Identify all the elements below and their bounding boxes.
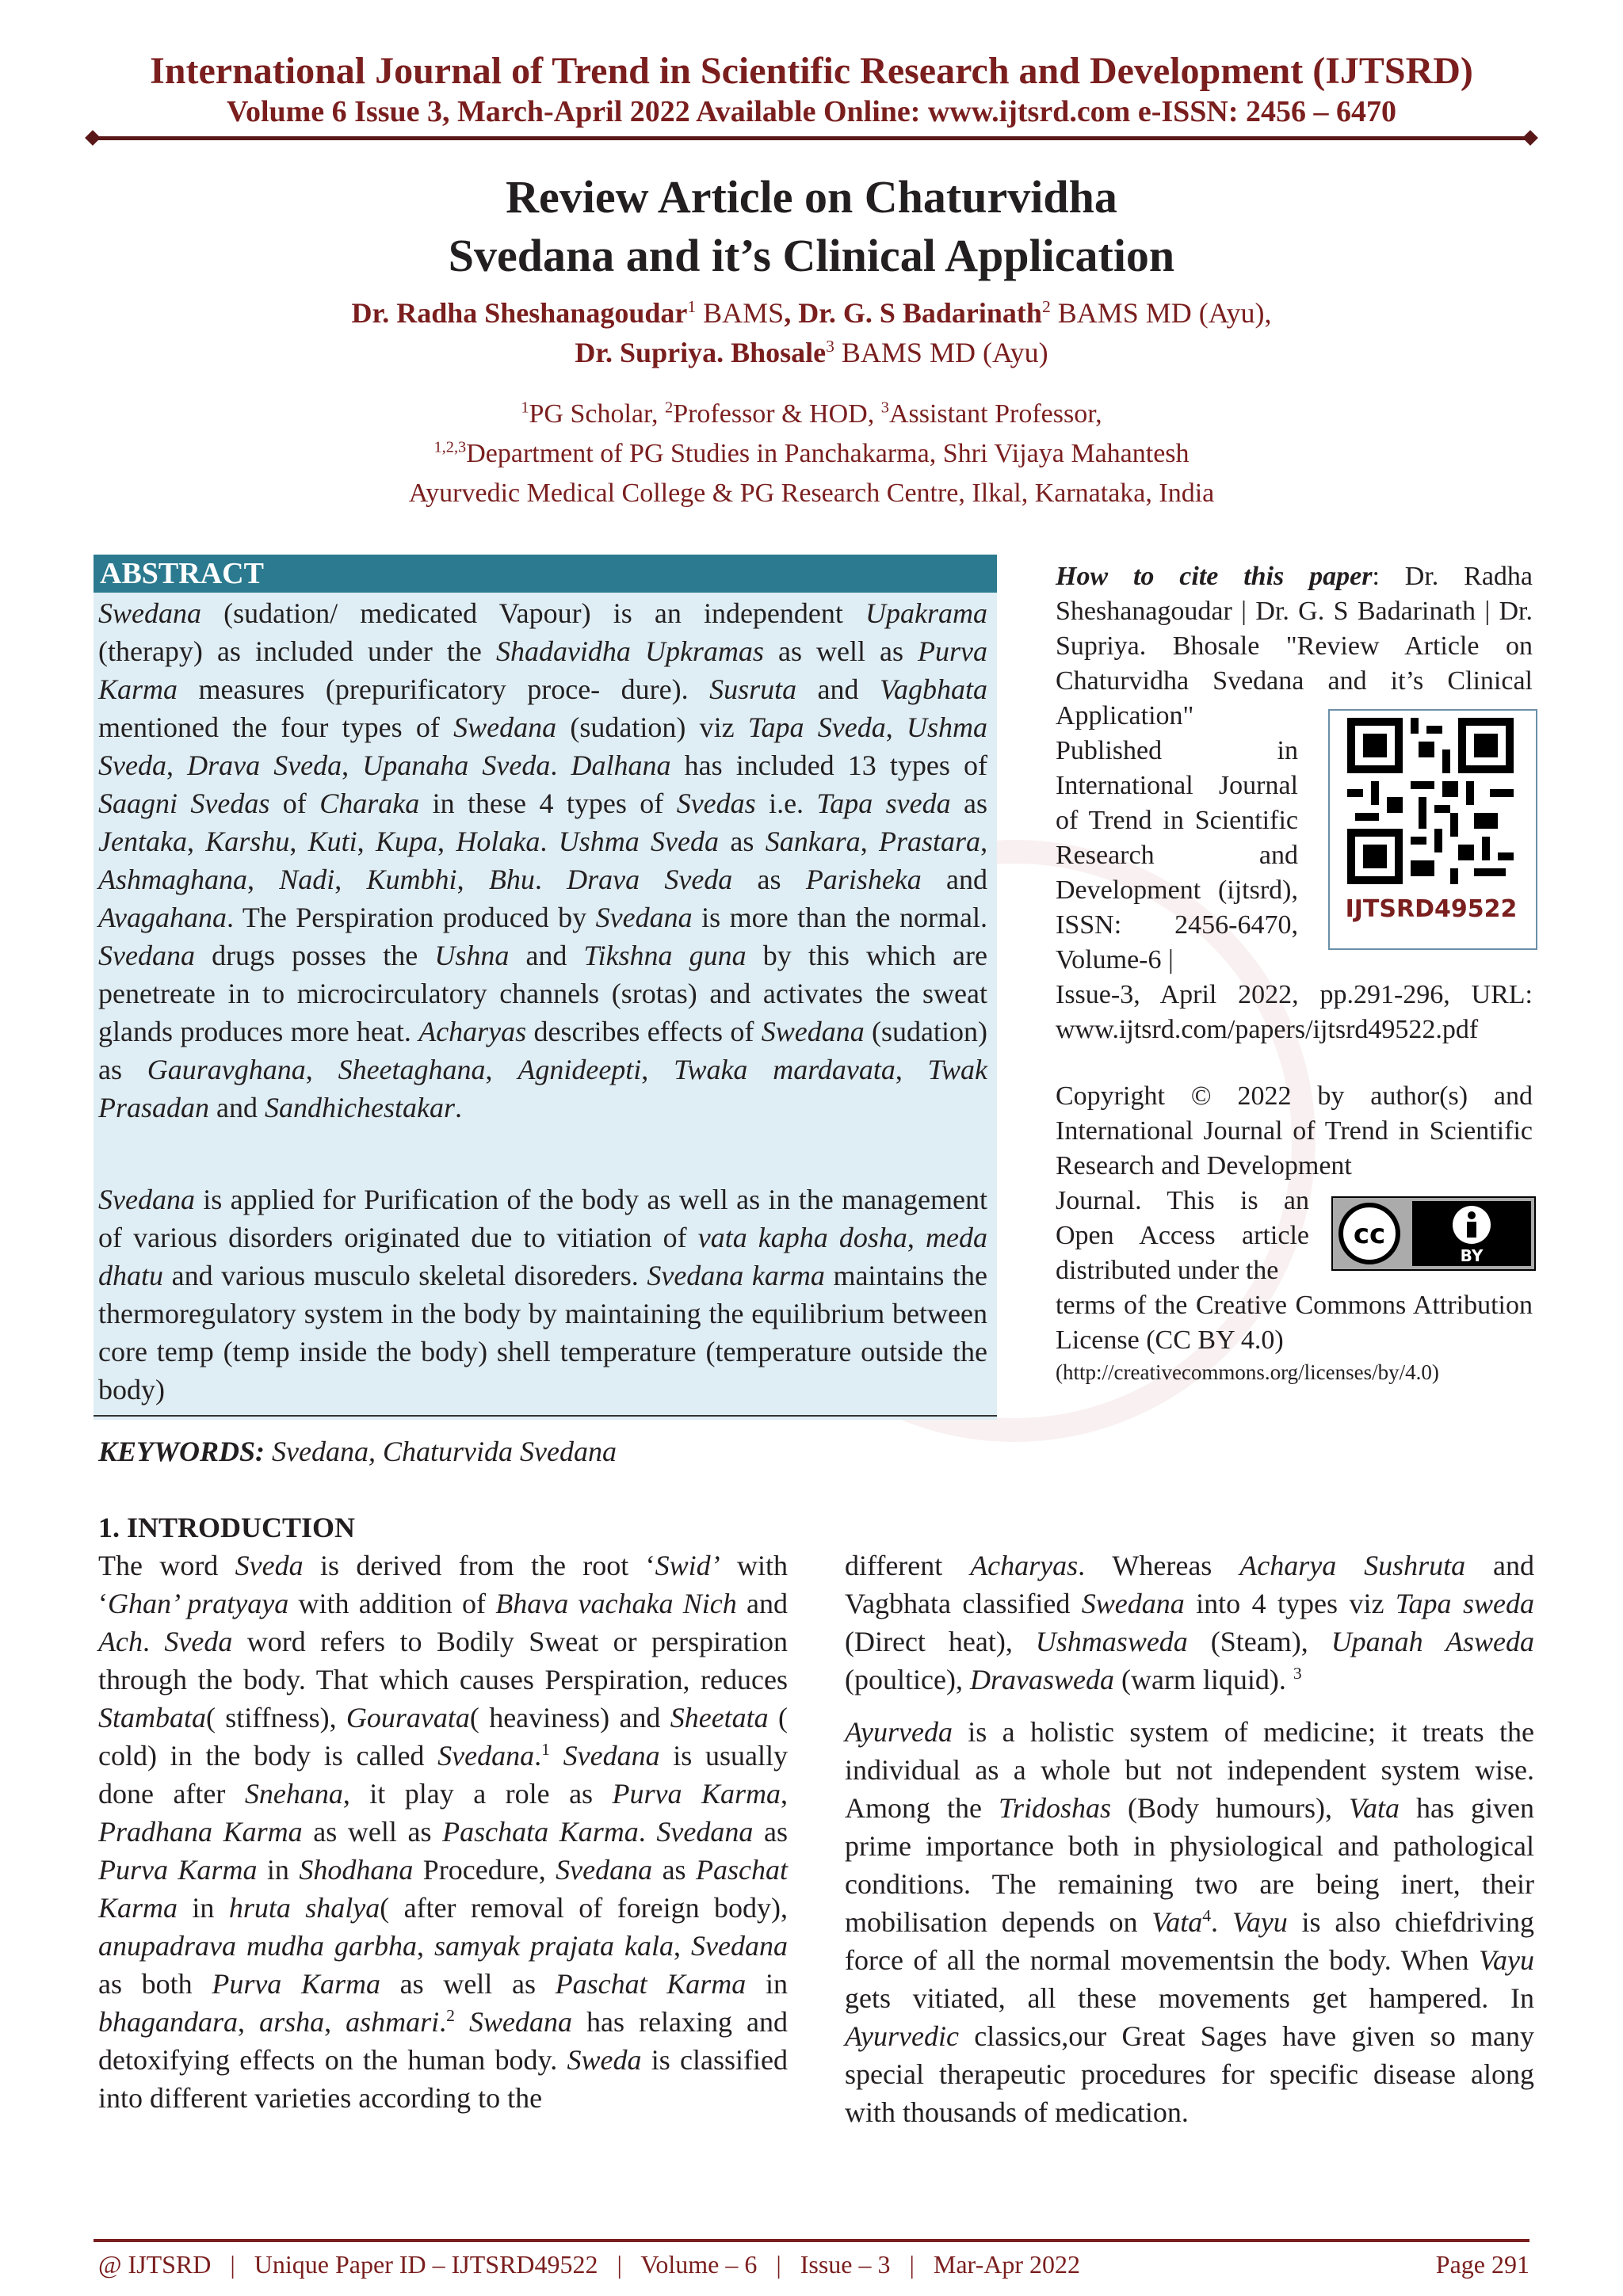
cite-label: How to cite this paper [1056, 562, 1373, 591]
cc-by-badge [1331, 1196, 1536, 1271]
journal-title: International Journal of Trend in Scientific Research and Development (IJTSRD) [150, 50, 1473, 92]
intro-heading: 1. INTRODUCTION [98, 1512, 356, 1543]
intro-column-1: The word Sveda is derived from the root ‘Swid’ with ‘Ghan’ pratyaya with addition of Bhava vachaka Nich and Ach. Sveda word refers to Bodily Sweat or perspiration through the body. That which causes Perspiration, reduces Stambata( stiffness), Gouravata( heaviness) and Sheetata ( cold) in the body is called Svedana.$^1$ Svedana is usually done after Snehana, it play a role as Purva Karma, Pradhana Karma as well as Paschata Karma. Svedana as Purva Karma in Shodhana Procedure, Svedana as Paschat Karma in hruta shalya( after removal of foreign body), anupadrava mudha garbha, samyak prajata kala, Svedana as both Purva Karma as well as Paschat Karma in bhagandara, arsha, ashmari.$^2$ Swedana has relaxing and detoxifying effects on the human body. Sweda is classified into different varieties according to the [98, 1550, 789, 2114]
authors [0, 293, 1623, 372]
keywords-label: KEYWORDS: [98, 1436, 265, 1467]
affil-college: Ayurvedic Medical College & PG Research Centre, Ilkal, Karnataka, India [408, 479, 1215, 508]
page-number: Page 291 [1435, 2250, 1529, 2279]
affil-department: Department of PG Studies in Panchakarma, Shri Vijaya Mahantesh [466, 439, 1190, 468]
author-2-sup: 2 [1041, 297, 1051, 316]
journal-issue-line: Volume 6 Issue 3, March-April 2022 Available Online: www.ijtsrd.com e-ISSN: 2456 – 6470 [226, 95, 1397, 128]
license-url: (http://creativecommons.org/licenses/by/4.0) [1056, 1360, 1439, 1384]
author-3: Dr. Supriya. Bhosale [575, 337, 827, 368]
copyright-top: Copyright © 2022 by author(s) and International Journal of Trend in Scientific Research and Development [1056, 1081, 1533, 1180]
author-2-degree: BAMS MD (Ayu), [1050, 297, 1272, 329]
abstract-heading: ABSTRACT [94, 555, 997, 593]
affil-role-3: Assistant Professor, [888, 399, 1102, 429]
author-1-degree: BAMS [696, 297, 785, 329]
title-line-1: Review Article on Chaturvidha [506, 171, 1117, 223]
affil-sup-1: 1 [521, 399, 529, 417]
header-rule [94, 136, 1529, 140]
affil-sup-2: 2 [664, 399, 674, 417]
by-label: BY [1460, 1246, 1484, 1265]
affil-role-2: Professor & HOD, [673, 399, 881, 429]
author-1-sup: 1 [687, 297, 697, 316]
author-3-degree: BAMS MD (Ayu) [834, 337, 1048, 368]
keywords-rule [94, 1415, 997, 1417]
affil-sup-3: 3 [880, 399, 889, 417]
qr-code-icon [1347, 718, 1514, 884]
cite-text-narrow: Published in International Journal of Trend in Scientific Research and Development (ijtsrd), ISSN: 2456-6470, Volume-6 | [1056, 736, 1298, 974]
qr-paper-id: IJTSRD49522 [1345, 895, 1518, 923]
footer-info: @ IJTSRD | Unique Paper ID – IJTSRD49522 | Volume – 6 | Issue – 3 | Mar-Apr 2022 [98, 2250, 1080, 2279]
title-line-2: Svedana and it’s Clinical Application [448, 230, 1175, 281]
author-2: , Dr. G. S Badarinath [784, 297, 1042, 329]
intro-column-2-para-2: Ayurveda is a holistic system of medicine; it treats the individual as a whole but not independent system wise. Among the Tridoshas (Body humours), Vata has given prime importance both in physiological and pathological conditions. The remaining two are being inert, their mobilisation depends on Vata$^4$. Vayu is also chiefdriving force of all the normal movementsin the body. When Vayu gets vitiated, all these movements get hampered. In Ayurvedic classics,our Great Sages have given so many special therapeutic procedures for specific disease along with thousands of medication. [845, 1716, 1535, 2128]
cite-text-top: : Dr. Radha Sheshanagoudar | Dr. G. S Badarinath | Dr. Supriya. Bhosale "Review Article on Chaturvidha Svedana and it’s Clinical Application" [1056, 562, 1533, 730]
cc-icon-text: cc [1353, 1219, 1386, 1250]
footer-rule [94, 2239, 1529, 2242]
affil-role-1: PG Scholar, [529, 399, 665, 429]
citation-block [1056, 559, 1533, 734]
cite-text-bottom: Issue-3, April 2022, pp.291-296, URL: www.ijtsrd.com/papers/ijtsrd49522.pdf [1056, 980, 1533, 1044]
article-title [0, 168, 1623, 285]
affil-sup-all: 1,2,3 [433, 438, 467, 456]
abstract-paragraph-2: Svedana is applied for Purification of the body as well as in the management of various disorders originated due to vitiation of vata kapha dosha, meda dhatu and various musculo skeletal disoreders. Svedana karma maintains the thermoregulatory system in the body by maintaining the equilibrium between core temp (temp inside the body) shell temperature (temperature outside the body) [98, 1184, 987, 1405]
affiliation [0, 395, 1623, 513]
copyright-narrow: Journal. This is an Open Access article distributed under the [1056, 1186, 1309, 1285]
footer [98, 2247, 1529, 2282]
copyright-bottom: terms of the Creative Commons Attribution License (CC BY 4.0) [1056, 1291, 1533, 1355]
author-3-sup: 3 [826, 337, 834, 356]
keywords-text: Svedana, Chaturvida Svedana [272, 1436, 617, 1467]
intro-column-2-para-1: different Acharyas. Whereas Acharya Sushruta and Vagbhata classified Swedana into 4 types viz Tapa sweda (Direct heat), Ushmasweda (Steam), Upanah Asweda (poultice), Dravasweda (warm liquid). $^3$ [845, 1550, 1535, 1695]
author-1: Dr. Radha Sheshanagoudar [351, 297, 688, 329]
keywords [98, 1432, 617, 1470]
abstract-paragraph-1: Swedana (sudation/ medicated Vapour) is an independent Upakrama (therapy) as included under the Shadavidha Upkramas as well as Purva Karma measures (prepurificatory proce- dure). Susruta and Vagbhata mentioned the four types of Swedana (sudation) viz Tapa Sveda, Ushma Sveda, Drava Sveda, Upanaha Sveda. Dalhana has included 13 types of Saagni Svedas of Charaka in these 4 types of Svedas i.e. Tapa sveda as Jentaka, Karshu, Kuti, Kupa, Holaka. Ushma Sveda as Sankara, Prastara, Ashmaghana, Nadi, Kumbhi, Bhu. Drava Sveda as Parisheka and Avagahana. The Perspiration produced by Svedana is more than the normal. Svedana drugs posses the Ushna and Tikshna guna by this which are penetreate in to microcirculatory channels (srotas) and activates the sweat glands produces more heat. Acharyas describes effects of Swedana (sudation) as Gauravghana, Sheetaghana, Agnideepti, Twaka mardavata, Twak Prasadan and Sandhichestakar. [98, 597, 988, 1123]
